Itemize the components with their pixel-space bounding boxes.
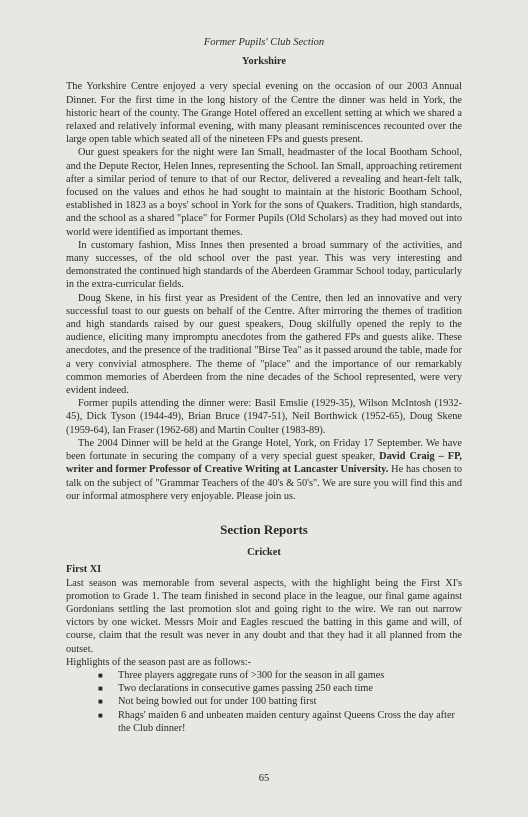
yorkshire-paragraph-6 [66,437,462,503]
dinner-announcement-closing: He has chosen to talk on the subject of "Grammar Teachers of the 40's & 50's". We are sure you will find this and our informal atmosphere very enjoyable. Please join us. [66,464,462,502]
cricket-paragraph: Last season was memorable from several aspects, with the highlight being the First XI's promotion to Grade 1. The team finished in second place in the league, our final game against Gordonians settling the last promotion slot and going right to the wire. We ran out narrow victors by one wicket. Messrs Moir and Eagles rescued the batting in this game and will, of course, claim that the result was never in any doubt and that they had it all planned from the outset. [66,577,462,655]
bullet-square-icon: ■ [98,710,103,720]
first-xi-heading: First XI [66,564,102,576]
section-reports-heading: Section Reports [220,521,308,537]
bullet-square-icon: ■ [98,697,103,707]
list-item: ■ Two declarations in consecutive games passing 250 each time [98,683,373,695]
bullet-square-icon: ■ [98,670,103,680]
cricket-heading: Cricket [247,547,281,559]
section-title-yorkshire: Yorkshire [241,56,287,68]
yorkshire-paragraph-5: Former pupils attending the dinner were: Basil Emslie (1929-35), Wilson McIntosh (1932-45), Dick Tyson (1944-49), Brian Bruce (1947-51), Neil Borthwick (1952-65), Doug Skene (1959-64), Ian Fraser (1962-68) and Martin Coulter (1983-89). [66,398,462,436]
running-head: Former Pupils' Club Section [203,37,325,48]
dinner-announcement-text: The 2004 Dinner will be held at the Grange Hotel, York, on Friday 17 September. We have been fortunate in securing the company of a very special guest speaker, [66,437,462,463]
yorkshire-paragraph-3: In customary fashion, Miss Innes then presented a broad summary of the activities, and many successes, of the old school over the past year. This was very interesting and demonstrated the continued high standards of the Aberdeen Grammar School today, particularly in the extra-curricular fields. [66,239,462,291]
list-item: ■ Rhags' maiden 6 and unbeaten maiden century against Queens Cross the day after the Club dinner! [98,709,455,734]
page-number: 65 [258,773,270,784]
guest-speaker-name: David Craig – FP, writer and former Professor of Creative Writing at Lancaster University. [66,451,462,476]
highlights-intro: Highlights of the season past are as follows:- [66,656,252,668]
yorkshire-paragraph-2: Our guest speakers for the night were Ian Small, headmaster of the local Bootham School, and the Depute Rector, Helen Innes, representing the School. Ian Small, approaching retirement after a similar period of tenure to that of our Rector, delivered a revealing and heart-felt talk, focused on the values and ethos he had sought to maintain at the historic Bootham School, established in 1823 as a boys' school in York for the sons of Quakers. Tradition, high standards, and the school as a shared "place" for Former Pupils (Old Scholars) as they had moved out into world were identified as important themes. [66,147,462,238]
bullet-square-icon: ■ [98,684,103,694]
yorkshire-paragraph-1: The Yorkshire Centre enjoyed a very special evening on the occasion of our 2003 Annual Dinner. For the first time in the long history of the Centre the dinner was held in York, the historic heart of the county. The Grange Hotel offered an excellent setting at which we shared a relaxed and relatively informal evening, with many pleasant reminiscences recounted over the large open table which seated all of the nineteen FPs and guests present. [66,81,462,146]
highlights-list [66,669,462,735]
yorkshire-paragraph-4: Doug Skene, in his first year as President of the Centre, then led an innovative and very successful toast to our guests on behalf of the Centre. After mirroring the themes of tradition and high standards raised by our guest speakers, Doug skilfully opened the reply to the audience, eliciting many impromptu anecdotes from the gathered FPs and guests alike. These anecdotes, and the presence of the traditional "Birse Tea" as it passed around the table, made for a very convivial atmosphere. The theme of "place" and the importance of our remarkably common memories of Aberdeen from the nine decades of the School represented, were very evident indeed. [66,292,462,397]
list-item: ■ Not being bowled out for under 100 batting first [98,696,317,708]
list-item: ■ Three players aggregate runs of >300 for the season in all games [98,669,385,681]
